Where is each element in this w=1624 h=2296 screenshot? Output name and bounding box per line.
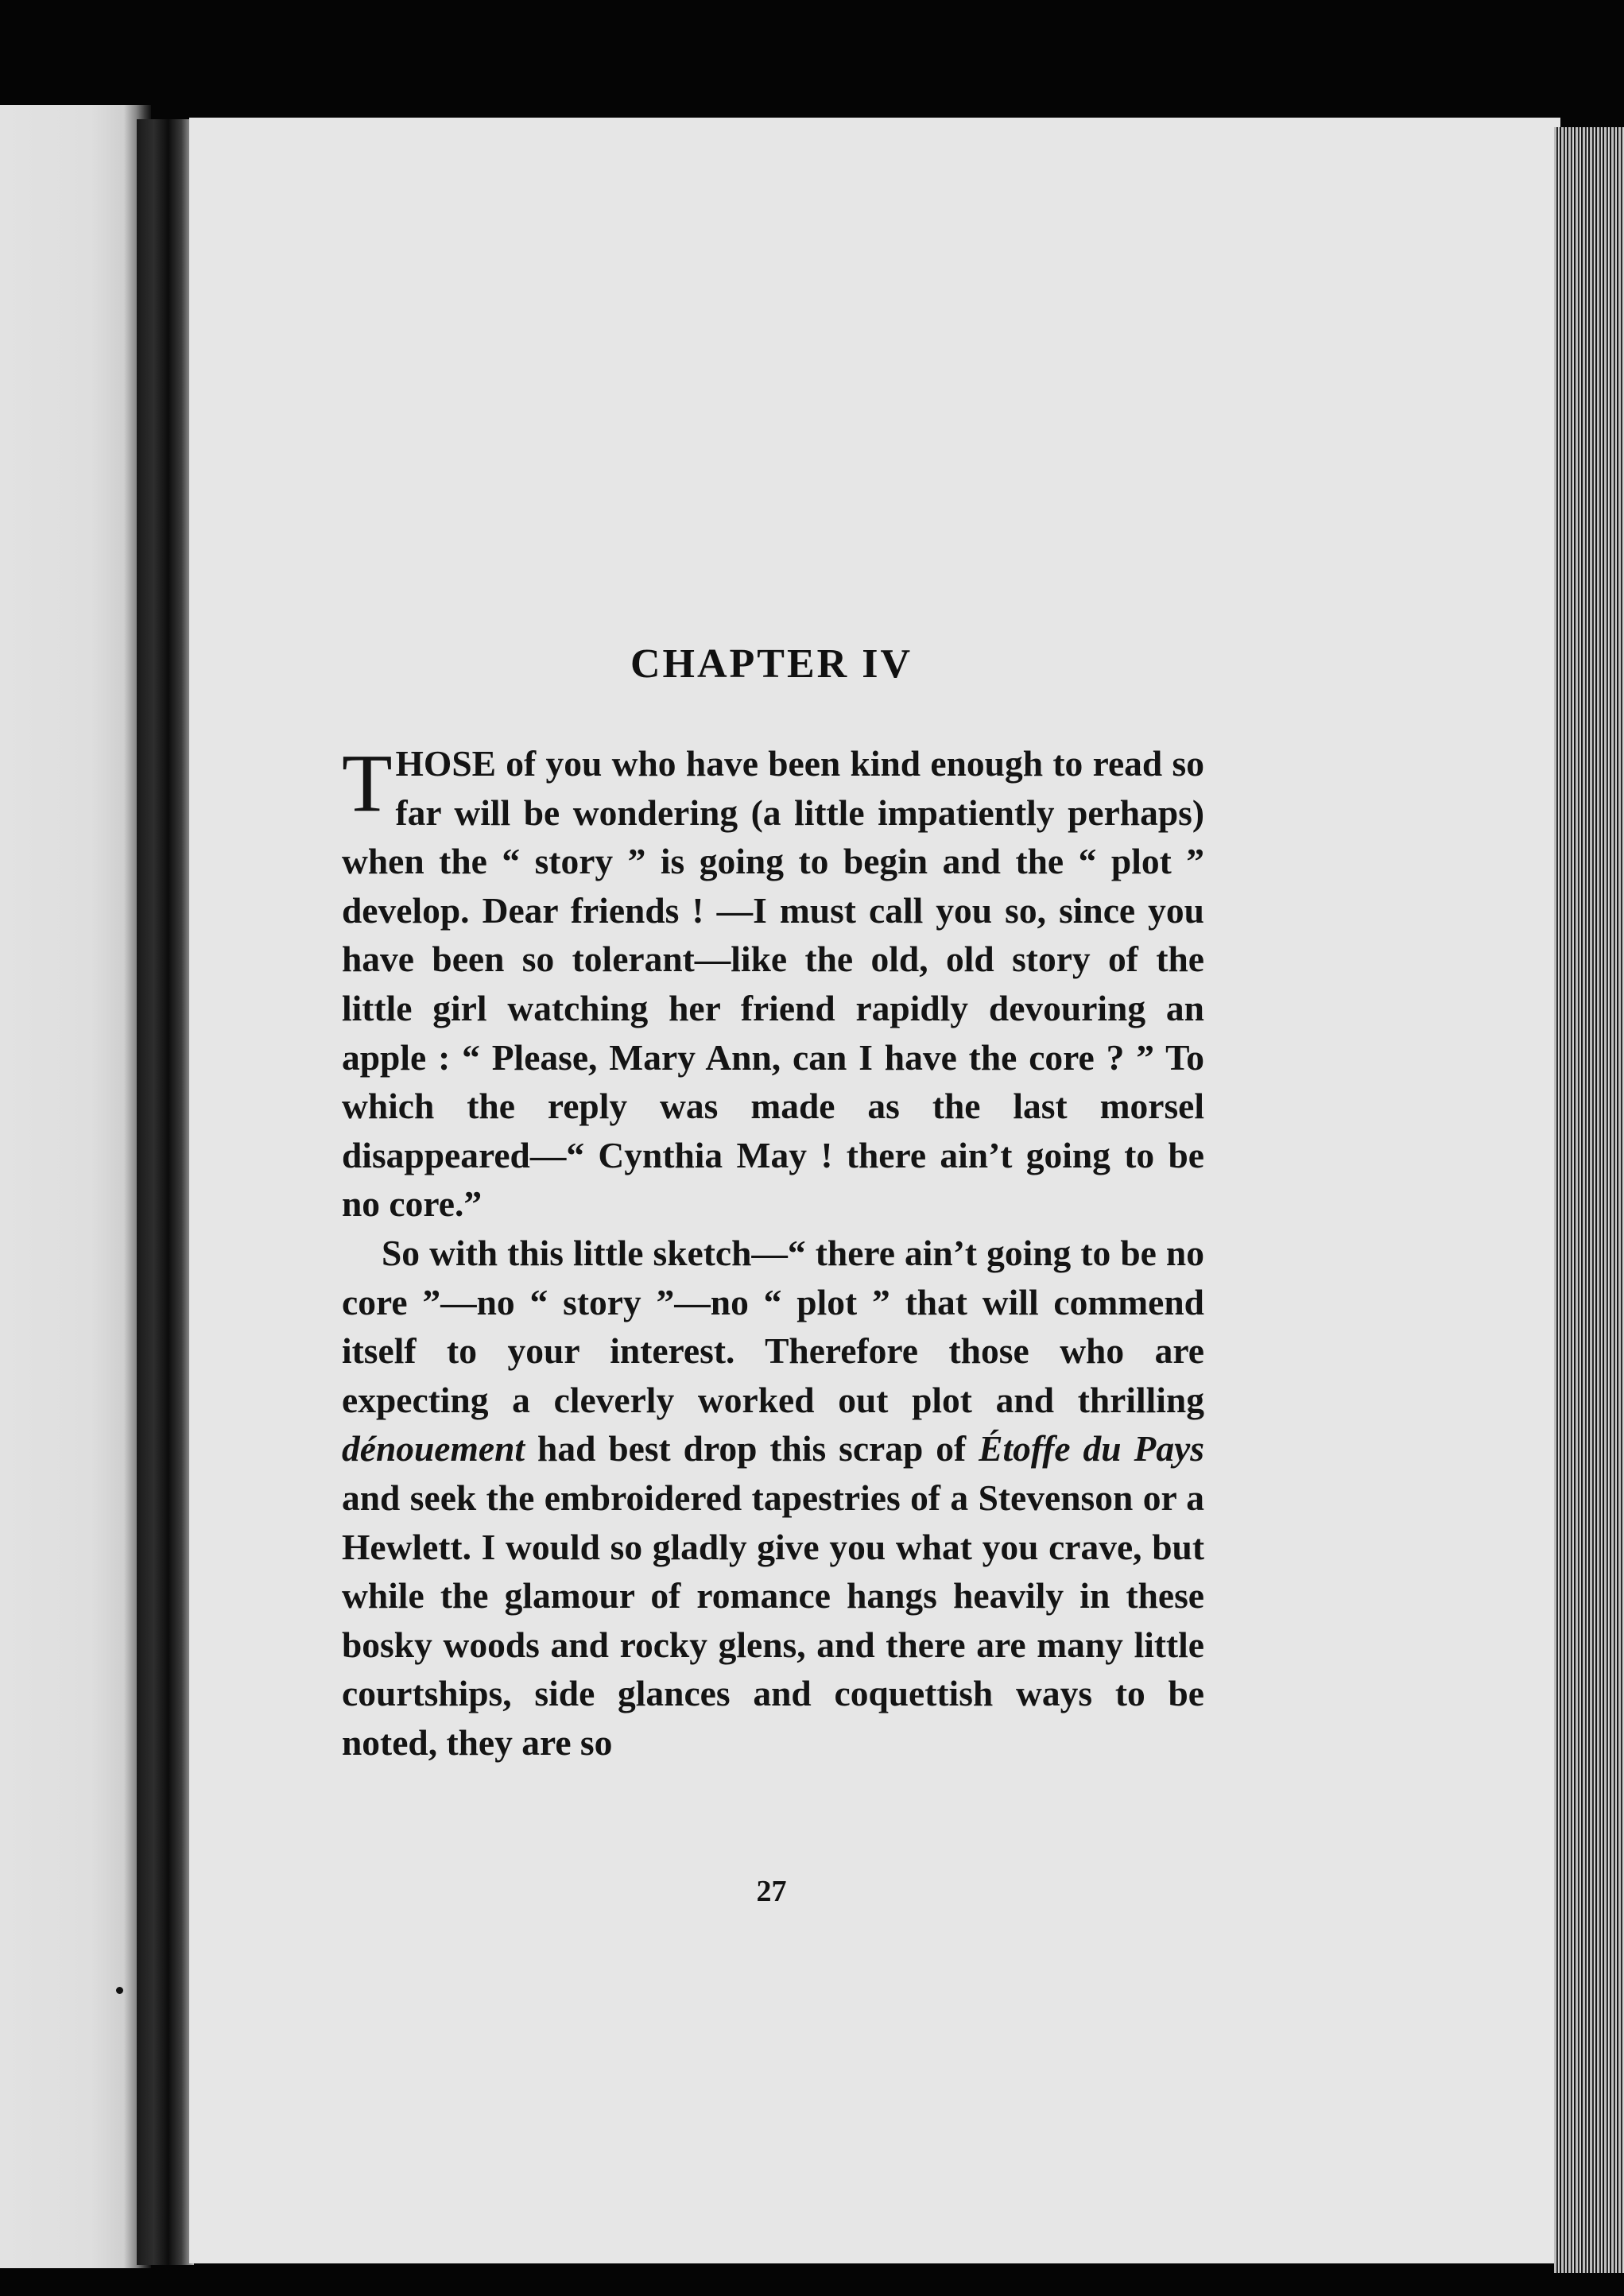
- body-text: [342, 739, 1204, 1767]
- paragraph-1: [342, 739, 1204, 1229]
- dust-speck: [116, 1987, 123, 1994]
- left-page-edge: [0, 105, 151, 2268]
- page-stack-edges: [1554, 127, 1624, 2273]
- paragraph-2-text-c: and seek the embroidered tapestries of a Stevenson or a Hewlett. I would so gladly give you what you crave, but while the glamour of romance hangs heavily in these bosky woods and rocky glens, and there are many little courtships, side glances and coquettish ways to be noted, they are so: [342, 1477, 1204, 1763]
- page-number: 27: [756, 1875, 787, 1908]
- book-gutter: [137, 119, 194, 2265]
- italic-denouement: dénouement: [342, 1428, 525, 1469]
- paragraph-2-text-b: had best drop this scrap of: [525, 1428, 979, 1469]
- paragraph-1-text: HOSE of you who have been kind enough to read so far will be wondering (a little impatiently perhaps) when the “ story ” is going to begin and the “ plot ” develop. Dear friends ! —I must call you so, since you have been so tolerant—like the old, old story of the little girl watching her friend rapidly devouring an apple : “ Please, Mary Ann, can I have the core ? ” To which the reply was made as the last morsel disappeared—“ Cynthia May ! there ain’t going to be no core.”: [342, 743, 1204, 1225]
- chapter-title: CHAPTER IV: [630, 641, 913, 687]
- drop-cap: T: [342, 738, 393, 829]
- italic-etoffe-du-pays: Étoffe du Pays: [979, 1428, 1204, 1469]
- paragraph-2: [342, 1229, 1204, 1767]
- paragraph-2-text-a: So with this little sketch—“ there ain’t going to be no core ”—no “ story ”—no “ plot ” that will commend itself to your interest. Therefore those who are expecting a cleverly worked out plot and thrilling: [342, 1232, 1204, 1420]
